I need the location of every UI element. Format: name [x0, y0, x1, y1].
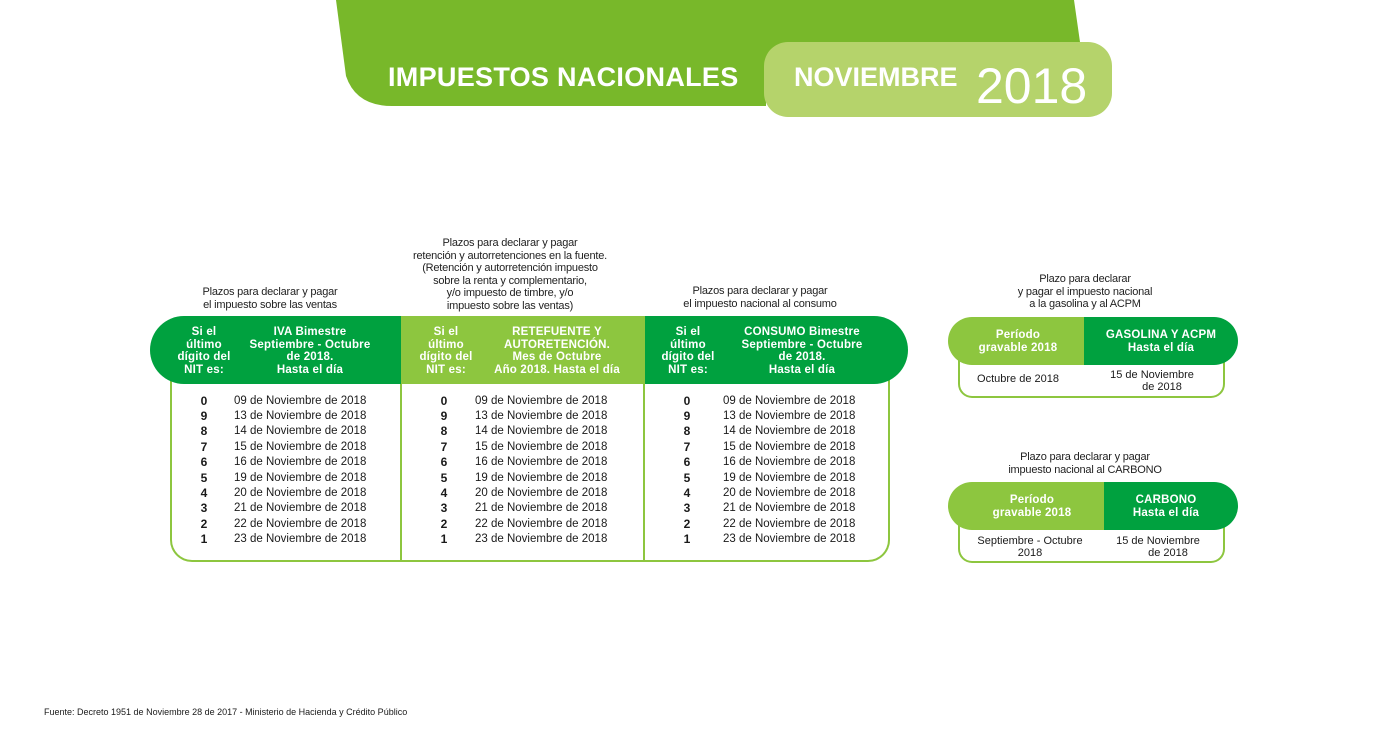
due-date: 16 de Noviembre de 2018 [723, 456, 856, 469]
table-row [676, 393, 855, 408]
nit-digit: 4 [683, 486, 691, 501]
table-row [433, 501, 607, 516]
due-date: 23 de Noviembre de 2018 [723, 533, 856, 546]
due-date: 14 de Noviembre de 2018 [234, 425, 367, 438]
table-row [193, 455, 366, 470]
nit-digit: 0 [683, 393, 691, 408]
main-table-header [150, 316, 908, 384]
rows-retefuente [433, 393, 607, 547]
table-row [676, 532, 855, 547]
due-date: 20 de Noviembre de 2018 [475, 487, 608, 500]
table-row [676, 439, 855, 454]
source-footnote: Fuente: Decreto 1951 de Noviembre 28 de 2017 - Ministerio de Hacienda y Crédito Público [44, 707, 408, 717]
due-date: 16 de Noviembre de 2018 [234, 456, 367, 469]
table-row [676, 455, 855, 470]
due-date: 19 de Noviembre de 2018 [723, 471, 856, 484]
due-date: 15 de Noviembre de 2018 [234, 440, 367, 453]
due-date: 09 de Noviembre de 2018 [234, 394, 367, 407]
nit-digit: 1 [440, 532, 448, 547]
table-row [193, 516, 366, 531]
rows-consumo [676, 393, 855, 547]
nit-digit: 2 [440, 516, 448, 531]
table-row [193, 424, 366, 439]
table-row [433, 516, 607, 531]
table-row [433, 393, 607, 408]
nit-digit: 8 [440, 424, 448, 439]
due-date: 23 de Noviembre de 2018 [475, 533, 608, 546]
banner-year: 2018 [976, 58, 1088, 114]
table-row [676, 470, 855, 485]
nit-digit: 9 [683, 409, 691, 424]
period-header: Período gravable 2018 [948, 482, 1104, 530]
table-row [433, 485, 607, 500]
nit-digit: 7 [683, 439, 691, 454]
nit-digit: 7 [440, 439, 448, 454]
table-row [433, 455, 607, 470]
table-row [193, 532, 366, 547]
table-row [193, 408, 366, 423]
table-row [676, 424, 855, 439]
table-row [193, 485, 366, 500]
deadline-header: CARBONO Hasta el día [1104, 482, 1238, 530]
due-date: 22 de Noviembre de 2018 [234, 517, 367, 530]
due-date: 14 de Noviembre de 2018 [475, 425, 608, 438]
table-row [676, 408, 855, 423]
nit-digit: 9 [440, 409, 448, 424]
due-date: 09 de Noviembre de 2018 [475, 394, 608, 407]
due-date: 15 de Noviembre de 2018 [723, 440, 856, 453]
due-date: 23 de Noviembre de 2018 [234, 533, 367, 546]
table-row [433, 532, 607, 547]
due-date: 22 de Noviembre de 2018 [475, 517, 608, 530]
due-date: 20 de Noviembre de 2018 [234, 487, 367, 500]
due-date: 13 de Noviembre de 2018 [475, 410, 608, 423]
nit-digit: 1 [200, 532, 208, 547]
header-section-consumo [645, 316, 908, 384]
carbono-table-header [948, 482, 1238, 530]
digit-header: Si el último dígito del NIT es: [661, 326, 715, 376]
digit-header: Si el último dígito del NIT es: [419, 326, 473, 376]
deadline-value: 15 de Noviembre de 2018 [1116, 535, 1200, 559]
caption-gasolina: Plazo para declarar y pagar el impuesto nacional a la gasolina y al ACPM [1017, 273, 1153, 310]
period-value: Septiembre - Octubre 2018 [977, 535, 1083, 559]
due-date: 21 de Noviembre de 2018 [723, 502, 856, 515]
nit-digit: 3 [200, 501, 208, 516]
nit-digit: 2 [683, 516, 691, 531]
caption-carbono: Plazo para declarar y pagar impuesto nacional al CARBONO [1008, 451, 1162, 476]
date-header: CONSUMO Bimestre Septiembre - Octubre de 2018. Hasta el día [741, 326, 863, 376]
table-row [193, 439, 366, 454]
column-divider [643, 384, 645, 562]
table-row [676, 501, 855, 516]
nit-digit: 5 [200, 470, 208, 485]
table-row [193, 393, 366, 408]
due-date: 14 de Noviembre de 2018 [723, 425, 856, 438]
caption-iva: Plazos para declarar y pagar el impuesto sobre las ventas [202, 286, 338, 311]
caption-retefuente: Plazos para declarar y pagar retención y autorretenciones en la fuente. (Retención y autorretención impuesto sobre la renta y complementario, y/o impuesto de timbre, y/o impuesto sobre las ventas) [412, 237, 607, 312]
due-date: 13 de Noviembre de 2018 [234, 410, 367, 423]
due-date: 16 de Noviembre de 2018 [475, 456, 608, 469]
deadline-value: 15 de Noviembre de 2018 [1110, 369, 1194, 393]
header-section-iva [150, 316, 401, 384]
nit-digit: 5 [440, 470, 448, 485]
due-date: 19 de Noviembre de 2018 [475, 471, 608, 484]
gasolina-table-header [948, 317, 1238, 365]
banner-title: IMPUESTOS NACIONALES [388, 62, 739, 92]
nit-digit: 6 [200, 455, 208, 470]
due-date: 20 de Noviembre de 2018 [723, 487, 856, 500]
nit-digit: 8 [683, 424, 691, 439]
due-date: 13 de Noviembre de 2018 [723, 410, 856, 423]
nit-digit: 7 [200, 439, 208, 454]
nit-digit: 4 [200, 486, 208, 501]
table-row [433, 408, 607, 423]
digit-header: Si el último dígito del NIT es: [177, 326, 231, 376]
nit-digit: 1 [683, 532, 691, 547]
date-header: IVA Bimestre Septiembre - Octubre de 2018. Hasta el día [249, 326, 371, 376]
nit-digit: 3 [440, 501, 448, 516]
table-row [433, 424, 607, 439]
due-date: 22 de Noviembre de 2018 [723, 517, 856, 530]
nit-digit: 0 [200, 393, 208, 408]
due-date: 21 de Noviembre de 2018 [234, 502, 367, 515]
caption-consumo: Plazos para declarar y pagar el impuesto nacional al consumo [683, 285, 837, 310]
nit-digit: 6 [440, 455, 448, 470]
nit-digit: 3 [683, 501, 691, 516]
rows-iva [193, 393, 366, 547]
due-date: 09 de Noviembre de 2018 [723, 394, 856, 407]
banner-month: NOVIEMBRE [794, 62, 958, 92]
nit-digit: 4 [440, 486, 448, 501]
due-date: 15 de Noviembre de 2018 [475, 440, 608, 453]
deadline-header: GASOLINA Y ACPM Hasta el día [1084, 317, 1238, 365]
table-row [193, 501, 366, 516]
nit-digit: 8 [200, 424, 208, 439]
nit-digit: 2 [200, 516, 208, 531]
nit-digit: 0 [440, 393, 448, 408]
table-row [433, 470, 607, 485]
nit-digit: 6 [683, 455, 691, 470]
table-row [676, 516, 855, 531]
due-date: 21 de Noviembre de 2018 [475, 502, 608, 515]
column-divider [400, 384, 402, 562]
period-value: Octubre de 2018 [977, 373, 1059, 385]
table-row [676, 485, 855, 500]
nit-digit: 5 [683, 470, 691, 485]
due-date: 19 de Noviembre de 2018 [234, 471, 367, 484]
nit-digit: 9 [200, 409, 208, 424]
header-section-retefuente [401, 316, 645, 384]
period-header: Período gravable 2018 [948, 317, 1084, 365]
table-row [193, 470, 366, 485]
date-header: RETEFUENTE Y AUTORETENCIÓN. Mes de Octubre Año 2018. Hasta el día [494, 326, 620, 376]
table-row [433, 439, 607, 454]
